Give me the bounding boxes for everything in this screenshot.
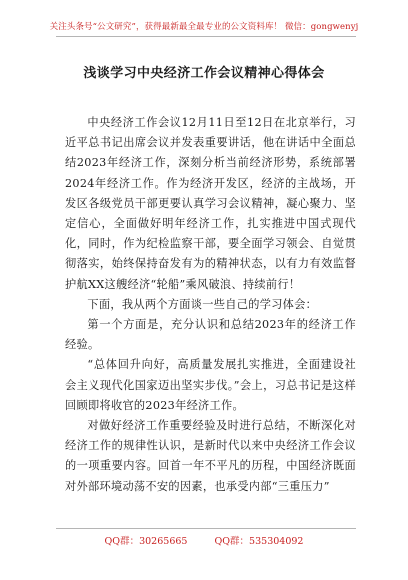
header-divider [56, 36, 356, 37]
paragraph: 对做好经济工作重要经验及时进行总结，不断深化对经济工作的规律性认识，是新时代以来中央经济工作会议的一项重要内容。回首一年不平凡的历程，中国经济既面对外部环境动荡不安的因素，也承受内部“三重压力” [65, 419, 356, 493]
footer [0, 533, 408, 547]
paragraph: 第一个方面是，充分认识和总结2023年的经济工作经验。 [65, 318, 356, 352]
footer-divider [56, 528, 356, 529]
paragraph: 下面，我从两个方面谈一些自己的学习体会： [87, 297, 318, 311]
document-title: 浅谈学习中央经济工作会议精神心得体会 [83, 66, 325, 81]
paragraph: “总体回升向好，高质量发展扎实推进，全面建设社会主义现代化国家迈出坚实步伐。”会上，习总书记是这样回顾即将收官的2023年经济工作。 [65, 358, 356, 412]
footer-qq-group-2: QQ群：535304092 [214, 536, 304, 547]
header-banner: 关注头条号“公文研究”，获得最新最全最专业的公文资料库！ 微信：gongwenyj [49, 22, 359, 32]
paragraph: 中央经济工作会议12月11日至12日在北京举行，习近平总书记出席会议并发表重要讲话，他在讲话中全面总结2023年经济工作，深刻分析当前经济形势，系统部署2024年经济工作。作为经济开发区，经济的主战场，开发区各级党员干部更要认真学习会议精神，凝心聚力、坚定信心，全面做好明年经济工作，扎实推进中国式现代化，同时，作为纪检监察干部，要全面学习领会、自觉贯彻落实，始终保持奋发有为的精神状态，以有力有效监督护航XX这艘经济“轮船”乘风破浪、持续前行！ [65, 116, 356, 291]
footer-qq-group-1: QQ群：30265665 [104, 536, 188, 547]
document-body [65, 113, 356, 497]
